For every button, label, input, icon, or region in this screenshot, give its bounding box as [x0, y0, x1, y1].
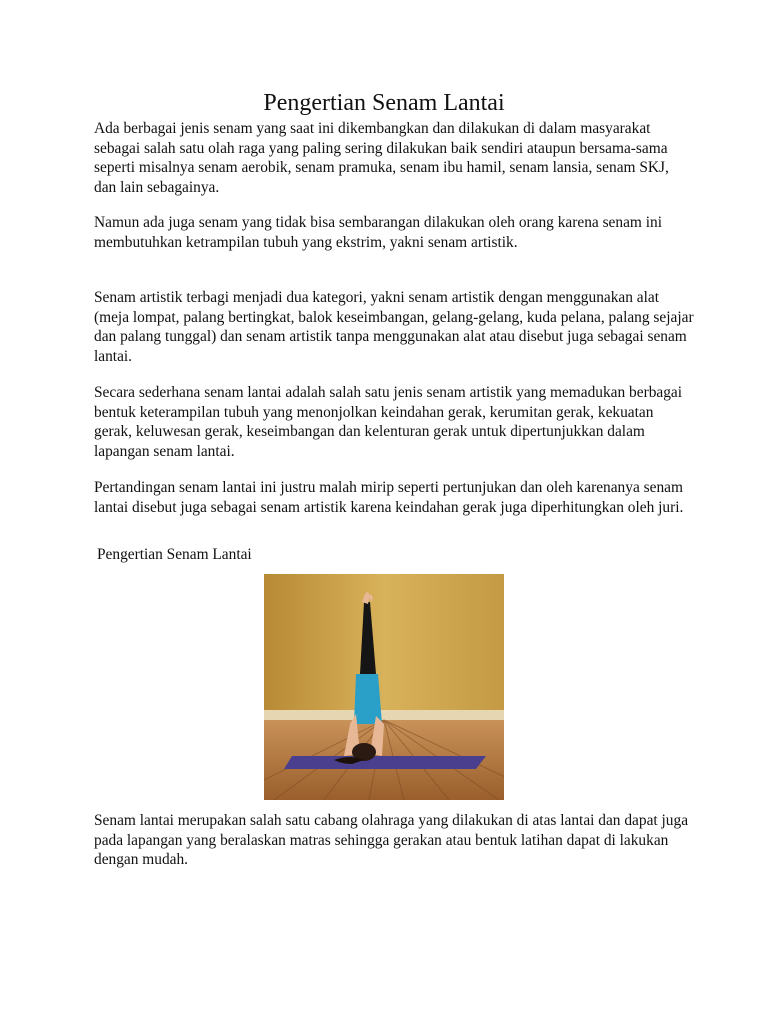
paragraph-6: Senam lantai merupakan salah satu cabang olahraga yang dilakukan di atas lantai dan dapat juga pada lapangan yang beralaskan matras sehingga gerakan atau bentuk latihan dapat di lakukan dengan mudah. [94, 812, 689, 868]
paragraph-5: Pertandingan senam lantai ini justru malah mirip seperti pertunjukan dan oleh karenanya senam lantai disebut juga sebagai senam artistik karena keindahan gerak juga diperhitungkan oleh juri. [94, 479, 684, 516]
baseboard [264, 710, 504, 720]
paragraph-1: Ada berbagai jenis senam yang saat ini dikembangkan dan dilakukan di dalam masyarakat sebagai salah satu olah raga yang paling sering dilakukan baik sendiri ataupun bersama-sama seperti misalnya senam aerobik, senam pramuka, senam ibu hamil, senam lansia, senam SKJ, dan lain sebagainya. [94, 120, 669, 196]
paragraph-4: Secara sederhana senam lantai adalah salah satu jenis senam artistik yang memadukan berbagai bentuk keterampilan tubuh yang menonjolkan keindahan gerak, kerumitan gerak, kekuatan gerak, keluwesan gerak, keseimbangan dan kelenturan gerak untuk dipertunjukkan dalam lapangan senam lantai. [94, 384, 683, 460]
person-torso [354, 674, 382, 724]
headstand-photo [264, 574, 504, 800]
page-title: Pengertian Senam Lantai [263, 90, 505, 116]
image-caption: Pengertian Senam Lantai [97, 546, 252, 563]
paragraph-2: Namun ada juga senam yang tidak bisa sembarangan dilakukan oleh orang karena senam ini membutuhkan ketrampilan tubuh yang ekstrim, yakni senam artistik. [94, 214, 662, 251]
headstand-illustration [264, 574, 504, 800]
paragraph-3: Senam artistik terbagi menjadi dua kategori, yakni senam artistik dengan menggunakan alat (meja lompat, palang bertingkat, balok keseimbangan, gelang-gelang, kuda pelana, palang sejajar dan palang tunggal) dan senam artistik tanpa menggunakan alat atau disebut juga sebagai senam lantai. [94, 289, 694, 365]
wall [264, 574, 504, 716]
yoga-mat [284, 756, 486, 769]
